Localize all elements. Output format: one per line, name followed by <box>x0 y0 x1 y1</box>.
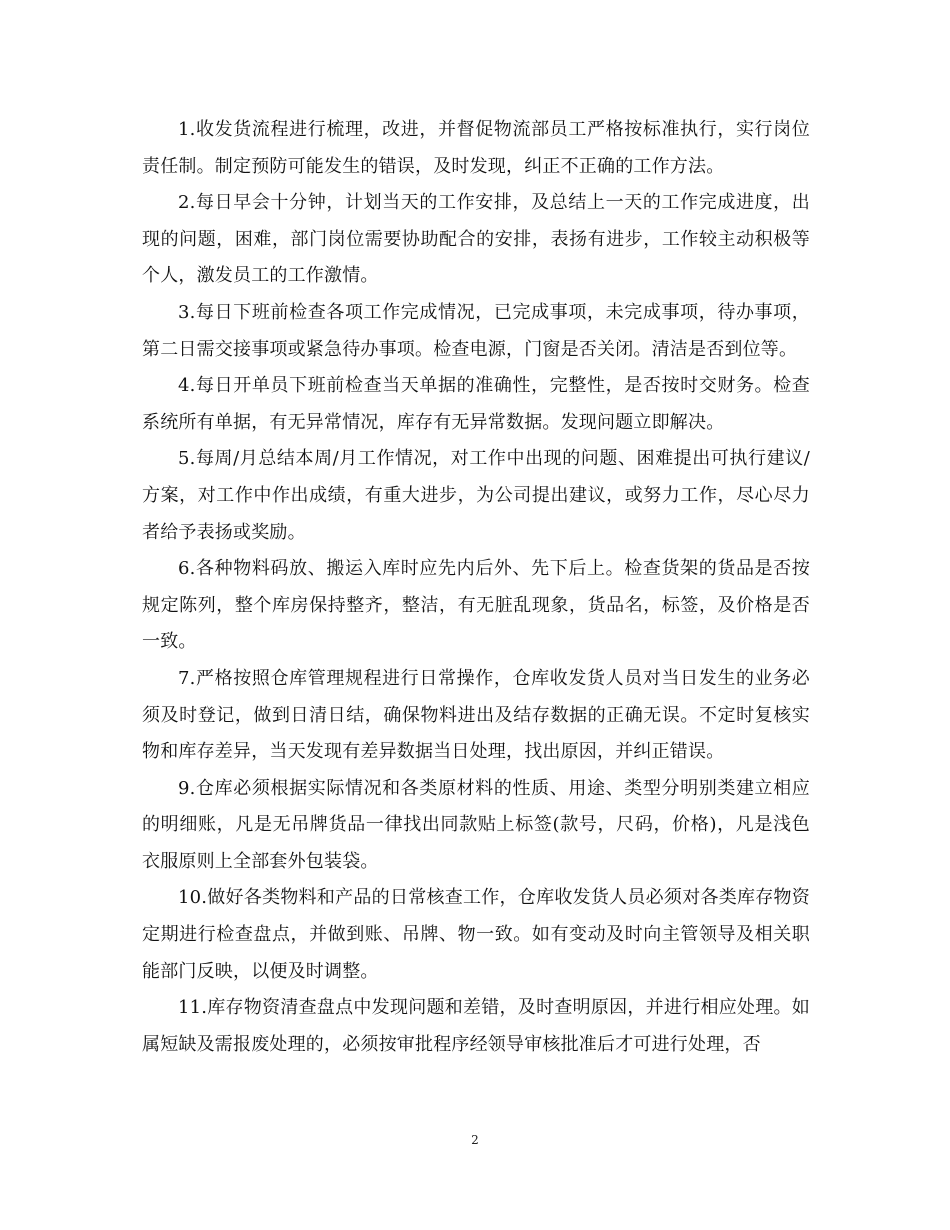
paragraph-2: 2.每日早会十分钟，计划当天的工作安排，及总结上一天的工作完成进度，出现的问题，困难，部门岗位需要协助配合的安排，表扬有进步，工作较主动积极等个人，激发员工的工作激情。 <box>142 192 810 287</box>
paragraph-4: 4.每日开单员下班前检查当天单据的准确性，完整性，是否按时交财务。检查系统所有单据，有无异常情况，库存有无异常数据。发现问题立即解决。 <box>142 375 810 433</box>
document-body <box>142 112 810 1063</box>
paragraph-10: 10.做好各类物料和产品的日常核查工作，仓库收发货人员必须对各类库存物资定期进行检查盘点，并做到账、吊牌、物一致。如有变动及时向主管领导及相关职能部门反映，以便及时调整。 <box>142 887 810 982</box>
paragraph-1: 1.收发货流程进行梳理，改进，并督促物流部员工严格按标准执行，实行岗位责任制。制定预防可能发生的错误，及时发现，纠正不正确的工作方法。 <box>142 119 810 177</box>
page-number: 2 <box>471 1133 479 1147</box>
paragraph-9: 9.仓库必须根据实际情况和各类原材料的性质、用途、类型分明别类建立相应的明细账，凡是无吊牌货品一律找出同款贴上标签(款号，尺码，价格)，凡是浅色衣服原则上全部套外包装袋。 <box>142 777 810 872</box>
paragraph-3: 3.每日下班前检查各项工作完成情况，已完成事项，未完成事项，待办事项，第二日需交接事项或紧急待办事项。检查电源，门窗是否关闭。清洁是否到位等。 <box>142 301 810 360</box>
paragraph-6: 6.各种物料码放、搬运入库时应先内后外、先下后上。检查货架的货品是否按规定陈列，整个库房保持整齐，整洁，有无脏乱现象，货品名，标签，及价格是否一致。 <box>142 558 810 653</box>
paragraph-11: 11.库存物资清查盘点中发现问题和差错，及时查明原因，并进行相应处理。如属短缺及需报废处理的，必须按审批程序经领导审核批准后才可进行处理，否 <box>142 997 810 1055</box>
paragraph-7: 7.严格按照仓库管理规程进行日常操作，仓库收发货人员对当日发生的业务必须及时登记，做到日清日结，确保物料进出及结存数据的正确无误。不定时复核实物和库存差异，当天发现有差异数据当日处理，找出原因，并纠正错误。 <box>142 667 810 763</box>
paragraph-5: 5.每周/月总结本周/月工作情况，对工作中出现的问题、困难提出可执行建议/方案，对工作中作出成绩，有重大进步，为公司提出建议，或努力工作，尽心尽力者给予表扬或奖励。 <box>142 448 810 543</box>
